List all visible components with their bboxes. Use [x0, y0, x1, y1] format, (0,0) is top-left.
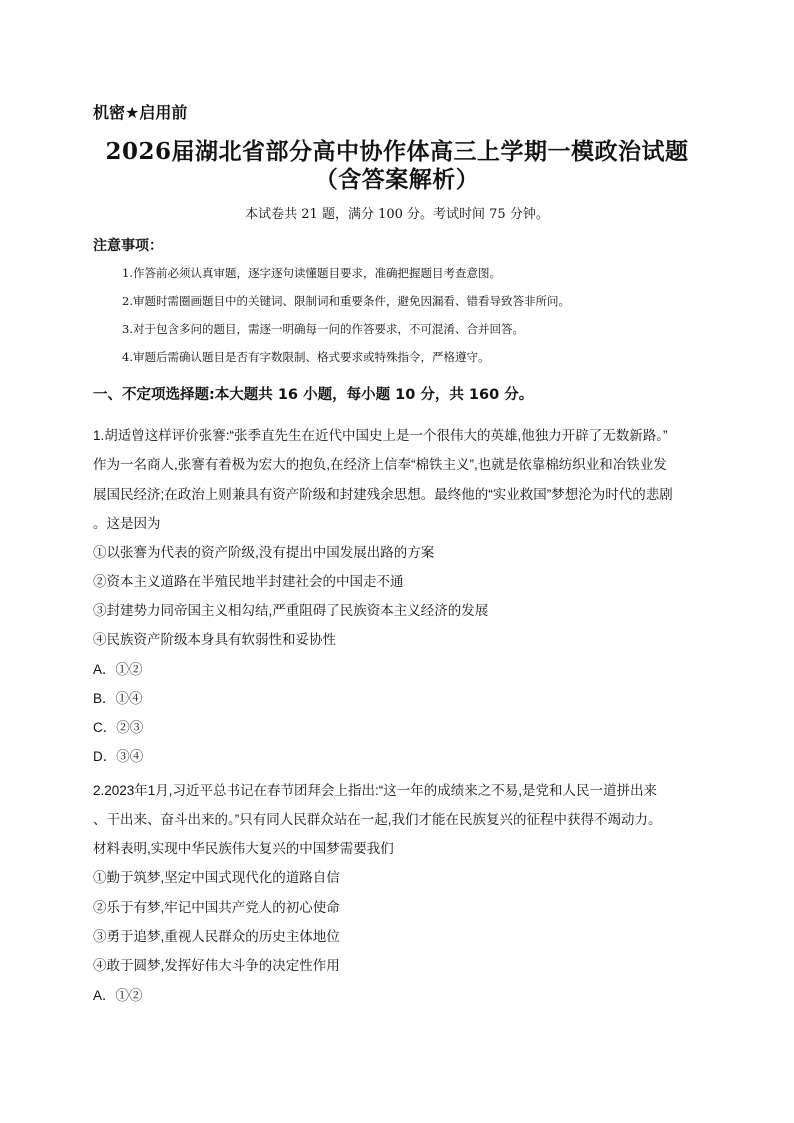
question-1-statement: ④民族资产阶级本身具有软弱性和妥协性: [93, 632, 336, 647]
question-1-option-c: C．②③: [93, 720, 144, 735]
exam-info: 本试卷共 21 题，满分 100 分。考试时间 75 分钟。: [245, 207, 549, 222]
page-subtitle: （含答案解析）: [314, 166, 480, 193]
question-1-stem-line: 作为一名商人,张謇有着极为宏大的抱负,在经济上信奉“棉铁主义”,也就是依靠棉纺织业和冶铁业发: [93, 457, 667, 472]
question-2-statement: ②乐于有梦,牢记中国共产党人的初心使命: [93, 900, 340, 915]
question-2-stem-line: 2.2023年1月,习近平总书记在春节团拜会上指出:“这一年的成绩来之不易,是党和人民一道拼出来: [93, 783, 658, 798]
notice-item: 3.对于包含多问的题目，需逐一明确每一问的作答要求，不可混淆、合并回答。: [122, 322, 524, 336]
page-title: 2026届湖北省部分高中协作体高三上学期一模政治试题: [105, 138, 689, 165]
confidential-label: 机密★启用前: [93, 103, 188, 122]
question-2-option-a: A．①②: [93, 988, 143, 1003]
notice-heading: 注意事项：: [93, 238, 163, 254]
question-2-stem-line: 材料表明,实现中华民族伟大复兴的中国梦需要我们: [93, 841, 394, 856]
question-2-statement: ④敢于圆梦,发挥好伟大斗争的决定性作用: [93, 958, 340, 973]
question-2-statement: ①勤于筑梦,坚定中国式现代化的道路自信: [93, 870, 340, 885]
question-1-option-d: D．③④: [93, 749, 144, 764]
notice-item: 4.审题后需确认题目是否有字数限制、格式要求或特殊指令，严格遵守。: [122, 350, 490, 364]
question-1-statement: ②资本主义道路在半殖民地半封建社会的中国走不通: [93, 574, 404, 589]
question-2-statement: ③勇于追梦,重视人民群众的历史主体地位: [93, 929, 340, 944]
notice-item: 2.审题时需圈画题目中的关键词、限制词和重要条件，避免因漏看、错看导致答非所问。: [122, 294, 570, 308]
question-1-option-a: A．①②: [93, 662, 143, 677]
question-1-stem-line: 展国民经济;在政治上则兼具有资产阶级和封建残余思想。最终他的“实业救国”梦想沦为时代的悲剧: [93, 487, 673, 502]
question-1-stem-line: 。这是因为: [93, 516, 161, 531]
question-1-stem-line: 1.胡适曾这样评价张謇:“张季直先生在近代中国史上是一个很伟大的英雄,他独力开辟了无数新路。”: [93, 428, 668, 443]
section-heading: 一、不定项选择题:本大题共 16 小题，每小题 10 分，共 160 分。: [93, 387, 534, 403]
question-2-stem-line: 、干出来、奋斗出来的。”只有同人民群众站在一起,我们才能在民族复兴的征程中获得不竭动力。: [93, 812, 662, 827]
notice-item: 1.作答前必须认真审题，逐字逐句读懂题目要求，准确把握题目考查意图。: [122, 266, 501, 280]
question-1-statement: ③封建势力同帝国主义相勾结,严重阻碍了民族资本主义经济的发展: [93, 603, 489, 618]
question-1-option-b: B．①④: [93, 691, 143, 706]
question-1-statement: ①以张謇为代表的资产阶级,没有提出中国发展出路的方案: [93, 545, 435, 560]
